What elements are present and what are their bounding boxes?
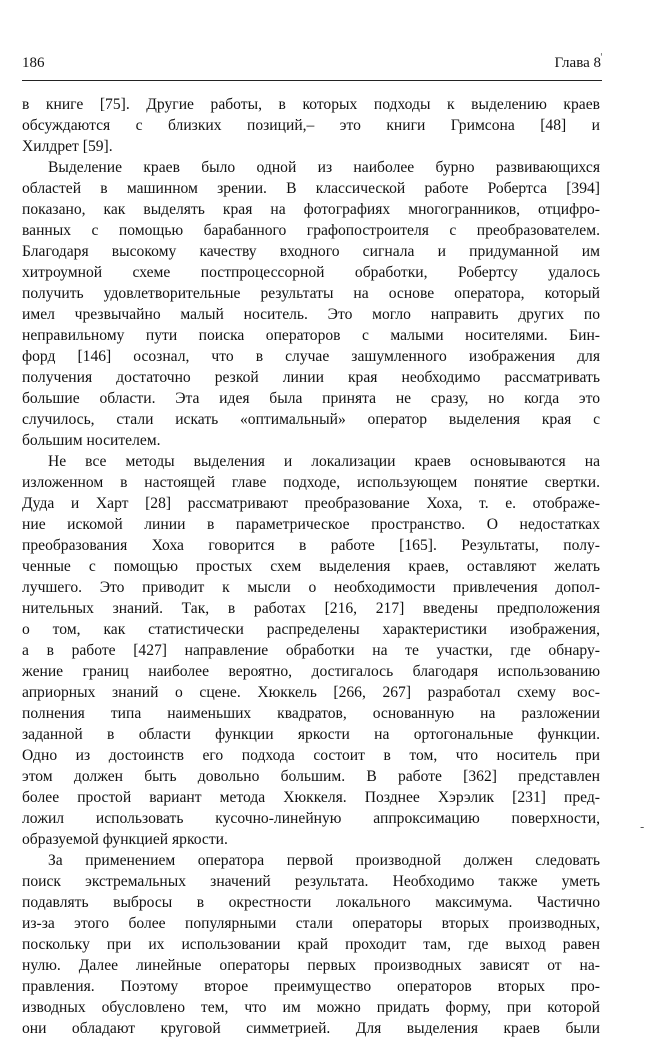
running-header	[22, 55, 601, 77]
text-line: в книге [75]. Другие работы, в которых подходы к выделению краев	[22, 96, 600, 113]
text-line: имел чрезвычайно малый носитель. Это могло направить других по	[22, 306, 600, 323]
text-line: априорных знаний о сцене. Хюккель [266, 267] разработал схему вос-	[22, 684, 600, 701]
text-line: заданной в области функции яркости на ортогональные функции.	[22, 726, 600, 743]
text-line: изложенном в настоящей главе подходе, использующем понятие свертки.	[22, 474, 600, 491]
text-line: жение границ наиболее вероятно, достигалось благодаря использованию	[22, 663, 600, 680]
text-line: изводных обусловлено тем, что им можно придать форму, при которой	[22, 999, 600, 1016]
text-line: показано, как выделять края на фотографиях многогранников, отцифро-	[22, 201, 600, 218]
text-line: из-за этого более популярными стали операторы вторых производных,	[22, 915, 600, 932]
text-line: поиск экстремальных значений результата. Необходимо также уметь	[22, 873, 600, 890]
text-line: областей в машинном зрении. В классической работе Робертса [394]	[22, 180, 600, 197]
text-line: лучшего. Это приводит к мысли о необходимости привлечения допол-	[22, 579, 600, 596]
text-line: образуемой функцией яркости.	[22, 831, 228, 848]
text-line: получения достаточно резкой линии края необходимо рассматривать	[22, 369, 600, 386]
text-line: более простой вариант метода Хюккеля. Позднее Хэрэлик [231] пред-	[22, 789, 600, 806]
text-line: ванных с помощью барабанного графопостроителя с преобразователем.	[22, 222, 600, 239]
text-line: большие области. Эта идея была принята не сразу, но когда это	[22, 390, 600, 407]
text-line: форд [146] осознал, что в случае зашумленного изображения для	[22, 348, 600, 365]
text-line: хитроумной схеме постпроцессорной обработки, Робертсу удалось	[22, 264, 600, 281]
text-line: поскольку при их использовании край проходит там, где выход равен	[22, 936, 600, 953]
chapter-title: Глава 8	[554, 55, 601, 71]
text-line: преобразования Хоха говорится в работе [165]. Результаты, полу-	[22, 537, 600, 554]
text-line: ложил использовать кусочно-линейную аппроксимацию поверхности,	[22, 810, 600, 827]
text-line: Хилдрет [59].	[22, 138, 113, 155]
text-line: подавлять выбросы в окрестности локального максимума. Частично	[22, 894, 600, 911]
text-line: правления. Поэтому второе преимущество операторов вторых про-	[22, 978, 600, 995]
text-line: о том, как статистически распределены характеристики изображения,	[22, 621, 600, 638]
margin-mark-top: '	[600, 52, 603, 63]
text-line: получить удовлетворительные результаты на основе оператора, который	[22, 285, 600, 302]
text-line: Дуда и Харт [28] рассматривают преобразование Хоха, т. е. отображе-	[22, 495, 600, 512]
text-line: они обладают круговой симметрией. Для выделения краев были	[22, 1020, 600, 1037]
text-line: большим носителем.	[22, 432, 161, 449]
text-line: полнения типа наименьших квадратов, основанную на разложении	[22, 705, 600, 722]
text-line: неправильному пути поиска операторов с малыми носителями. Бин-	[22, 327, 600, 344]
text-line: случилось, стали искать «оптимальный» оператор выделения края с	[22, 411, 600, 428]
text-line: Не все методы выделения и локализации краев основываются на	[48, 453, 600, 470]
text-line: этом должен быть довольно большим. В работе [362] представлен	[22, 768, 600, 785]
text-line: Выделение краев было одной из наиболее бурно развивающихся	[48, 159, 600, 176]
margin-mark-right: -	[640, 820, 645, 834]
text-line: а в работе [427] направление обработки на те участки, где обнару-	[22, 642, 600, 659]
header-rule	[22, 80, 602, 81]
text-line: нительных знаний. Так, в работах [216, 217] введены предположения	[22, 600, 600, 617]
text-line: Одно из достоинств его подхода состоит в том, что носитель при	[22, 747, 600, 764]
text-line: За применением оператора первой производной должен следовать	[48, 852, 600, 869]
text-line: ченные с помощью простых схем выделения краев, оставляют желать	[22, 558, 600, 575]
text-line: Благодаря высокому качеству входного сигнала и придуманной им	[22, 243, 600, 260]
page-number: 186	[22, 55, 45, 71]
text-line: ние искомой линии в параметрическое пространство. О недостатках	[22, 516, 600, 533]
text-line: нулю. Далее линейные операторы первых производных зависят от на-	[22, 957, 600, 974]
body-text	[22, 94, 600, 1039]
text-line: обсуждаются с близких позиций,– это книги Гримсона [48] и	[22, 117, 600, 134]
